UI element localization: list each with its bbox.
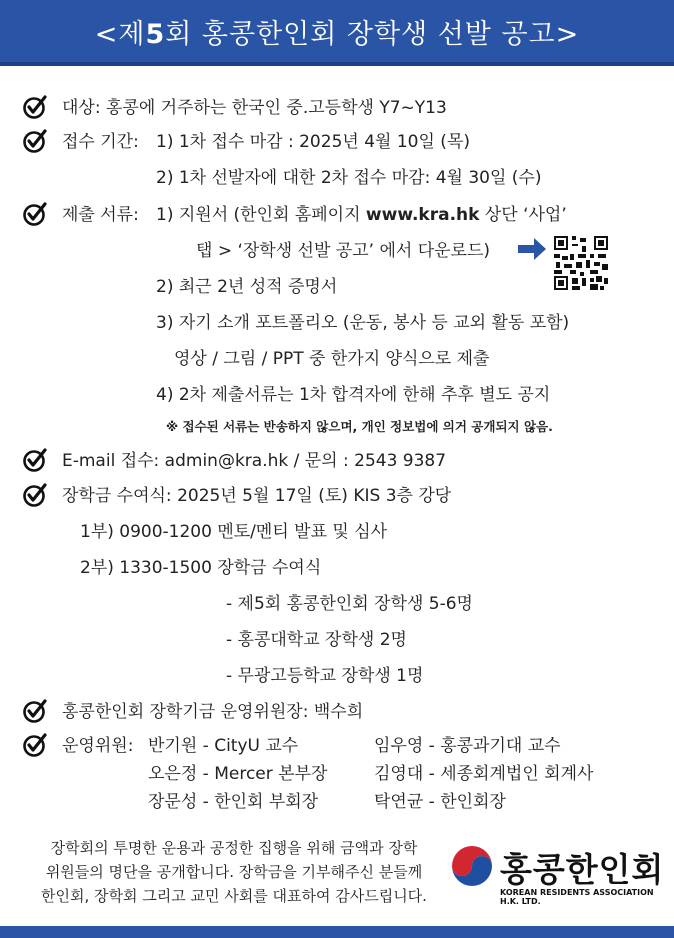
reception-label: 접수 기간:	[62, 132, 139, 152]
committee-member: 오은정 - Mercer 본부장	[148, 764, 328, 784]
check-icon	[22, 128, 48, 154]
documents-item-1: 1) 지원서 (한인회 홈페이지 www.kra.hk 상단 ‘사업’	[156, 205, 567, 225]
documents-item-2: 2) 최근 2년 성적 증명서	[156, 277, 338, 297]
eligibility-text: 대상: 홍콩에 거주하는 한국인 중.고등학생 Y7~Y13	[62, 98, 447, 118]
association-logo-icon	[448, 842, 496, 890]
bottom-bar	[0, 926, 674, 938]
check-icon	[22, 447, 48, 473]
ceremony-part-1: 1부) 0900-1200 멘토/멘티 발표 및 심사	[80, 522, 388, 542]
documents-item-4: 4) 2차 제출서류는 1차 합격자에 한해 추후 별도 공지	[156, 385, 551, 405]
title-banner	[0, 0, 674, 66]
documents-item-3: 3) 자기 소개 포트폴리오 (운동, 봉사 등 교외 활동 포함)	[156, 313, 570, 333]
committee-member: 반기원 - CityU 교수	[148, 736, 299, 756]
arrow-right-icon	[516, 236, 548, 262]
reception-line-2: 2) 1차 선발자에 대한 2차 접수 마감: 4월 30일 (수)	[156, 168, 542, 188]
footer-message: 장학회의 투명한 운용과 공정한 집행을 위해 금액과 장학 위원들의 명단을 공개합니다. 장학금을 기부해주신 분들께 한인회, 장학회 그리고 교민 사회를 대표하여 감사드립니다.	[41, 839, 427, 905]
committee-member: 임우영 - 홍콩과기대 교수	[374, 736, 561, 756]
reception-line-1: 1) 1차 접수 마감 : 2025년 4월 10일 (목)	[156, 132, 470, 152]
check-icon	[22, 482, 48, 508]
documents-item-3-cont: 영상 / 그림 / PPT 중 한가지 양식으로 제출	[174, 349, 490, 369]
committee-label: 운영위원:	[62, 736, 134, 756]
documents-item-1-cont: 탭 > ‘장학생 선발 공고’ 에서 다운로드)	[196, 241, 491, 261]
contact-text: E-mail 접수: admin@kra.hk / 문의 : 2543 9387	[62, 451, 447, 471]
association-logo-text: 홍콩한인회	[500, 850, 665, 889]
page-title: <제5회 홍콩한인회 장학생 선발 공고>	[94, 18, 580, 50]
award-1: - 제5회 홍콩한인회 장학생 5-6명	[226, 594, 473, 614]
ceremony-part-2: 2부) 1330-1500 장학금 수여식	[80, 558, 322, 578]
qr-code[interactable]	[554, 236, 608, 290]
check-icon	[22, 201, 48, 227]
check-icon	[22, 94, 48, 120]
committee-member: 김영대 - 세종회계법인 회계사	[374, 764, 594, 784]
check-icon	[22, 698, 48, 724]
documents-label: 제출 서류:	[62, 205, 139, 225]
ceremony-main: 장학금 수여식: 2025년 5월 17일 (토) KIS 3층 강당	[62, 486, 452, 506]
documents-note: ※ 접수된 서류는 반송하지 않으며, 개인 정보법에 의거 공개되지 않음.	[166, 419, 553, 434]
committee-member: 장문성 - 한인회 부회장	[148, 792, 319, 812]
committee-member: 탁연균 - 한인회장	[374, 792, 506, 812]
association-logo-subtitle: KOREAN RESIDENTS ASSOCIATION H.K. LTD.	[500, 888, 654, 906]
homepage-url[interactable]: www.kra.hk	[365, 205, 480, 225]
chairman-text: 홍콩한인회 장학기금 운영위원장: 백수희	[62, 702, 364, 722]
check-icon	[22, 732, 48, 758]
award-3: - 무광고등학교 장학생 1명	[226, 666, 424, 686]
award-2: - 홍콩대학교 장학생 2명	[226, 630, 407, 650]
